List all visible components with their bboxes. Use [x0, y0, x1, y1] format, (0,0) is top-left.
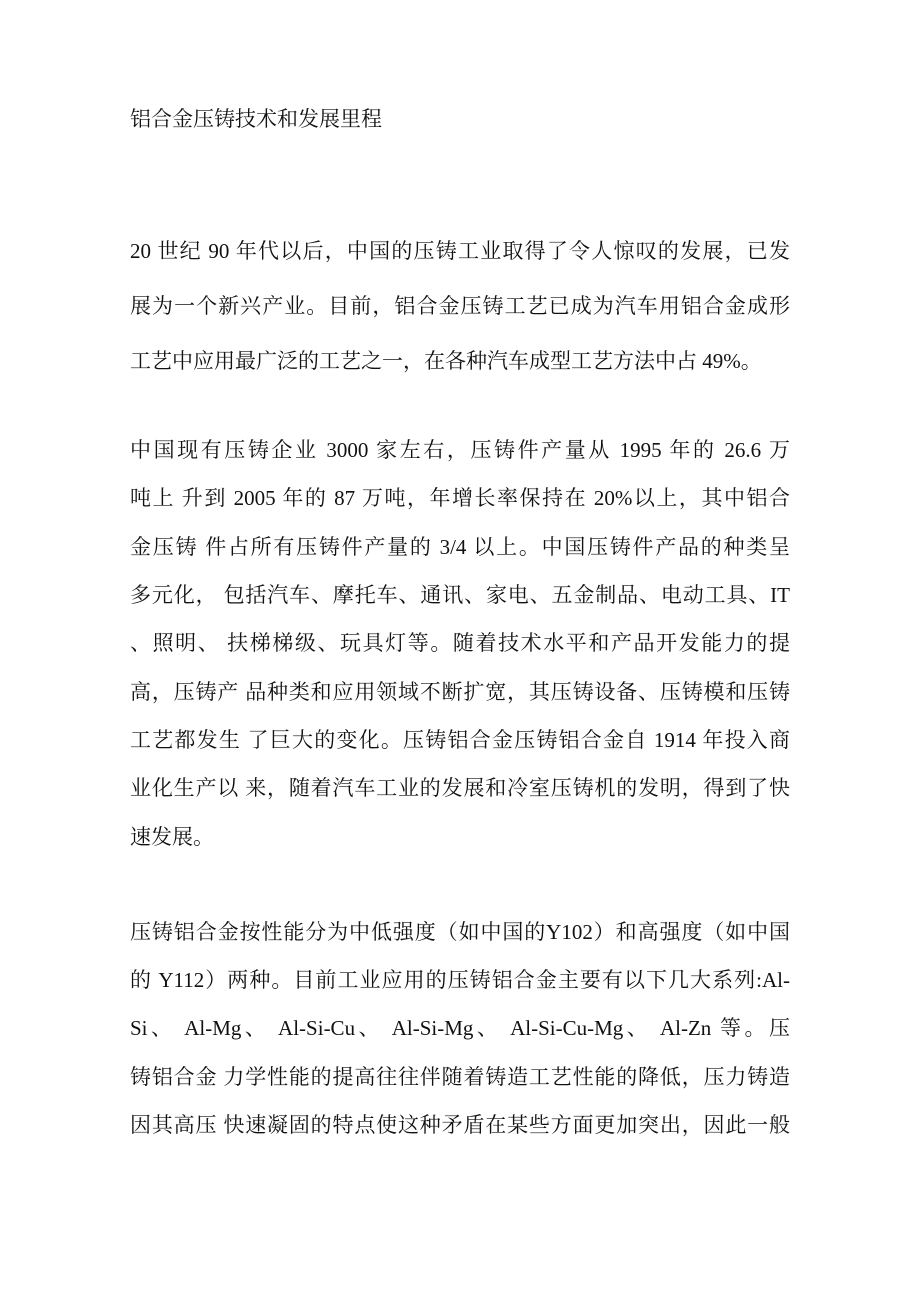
text-line: 的 Y112）两种。目前工业应用的压铸铝合金主要有以下几大系列:Al-: [130, 968, 790, 992]
document-title: 铝合金压铸技术和发展里程: [130, 107, 382, 131]
text-line: 铸铝合金 力学性能的提高往往伴随着铸造工艺性能的降低，压力铸造: [130, 1065, 790, 1089]
text-line: 压铸铝合金按性能分为中低强度（如中国的Y102）和高强度（如中国: [130, 920, 790, 944]
text-line: 20 世纪 90 年代以后，中国的压铸工业取得了令人惊叹的发展，已发: [130, 239, 790, 263]
text-line: Si、 Al-Mg、 Al-Si-Cu、 Al-Si-Mg、 Al-Si-Cu-Mg、 Al-Zn 等。压: [130, 1016, 790, 1040]
text-line: 高，压铸产 品种类和应用领域不断扩宽，其压铸设备、压铸模和压铸: [130, 680, 790, 704]
text-line: 展为一个新兴产业。目前，铝合金压铸工艺已成为汽车用铝合金成形: [130, 294, 790, 318]
text-line: 速发展。: [130, 825, 214, 849]
text-line: 工艺都发生 了巨大的变化。压铸铝合金压铸铝合金自 1914 年投入商: [130, 728, 790, 752]
text-line: 多元化， 包括汽车、摩托车、通讯、家电、五金制品、电动工具、IT: [130, 583, 790, 607]
text-line: 业化生产以 来，随着汽车工业的发展和冷室压铸机的发明，得到了快: [130, 776, 790, 800]
text-line: 、照明、 扶梯梯级、玩具灯等。随着技术水平和产品开发能力的提: [130, 631, 790, 655]
text-line: 中国现有压铸企业 3000 家左右，压铸件产量从 1995 年的 26.6 万: [130, 438, 790, 462]
text-line: 因其高压 快速凝固的特点使这种矛盾在某些方面更加突出，因此一般: [130, 1113, 790, 1137]
text-line: 金压铸 件占所有压铸件产量的 3/4 以上。中国压铸件产品的种类呈: [130, 535, 790, 559]
text-line: 吨上 升到 2005 年的 87 万吨，年增长率保持在 20%以上，其中铝合: [130, 486, 790, 510]
text-line: 工艺中应用最广泛的工艺之一，在各种汽车成型工艺方法中占 49%。: [130, 349, 762, 373]
